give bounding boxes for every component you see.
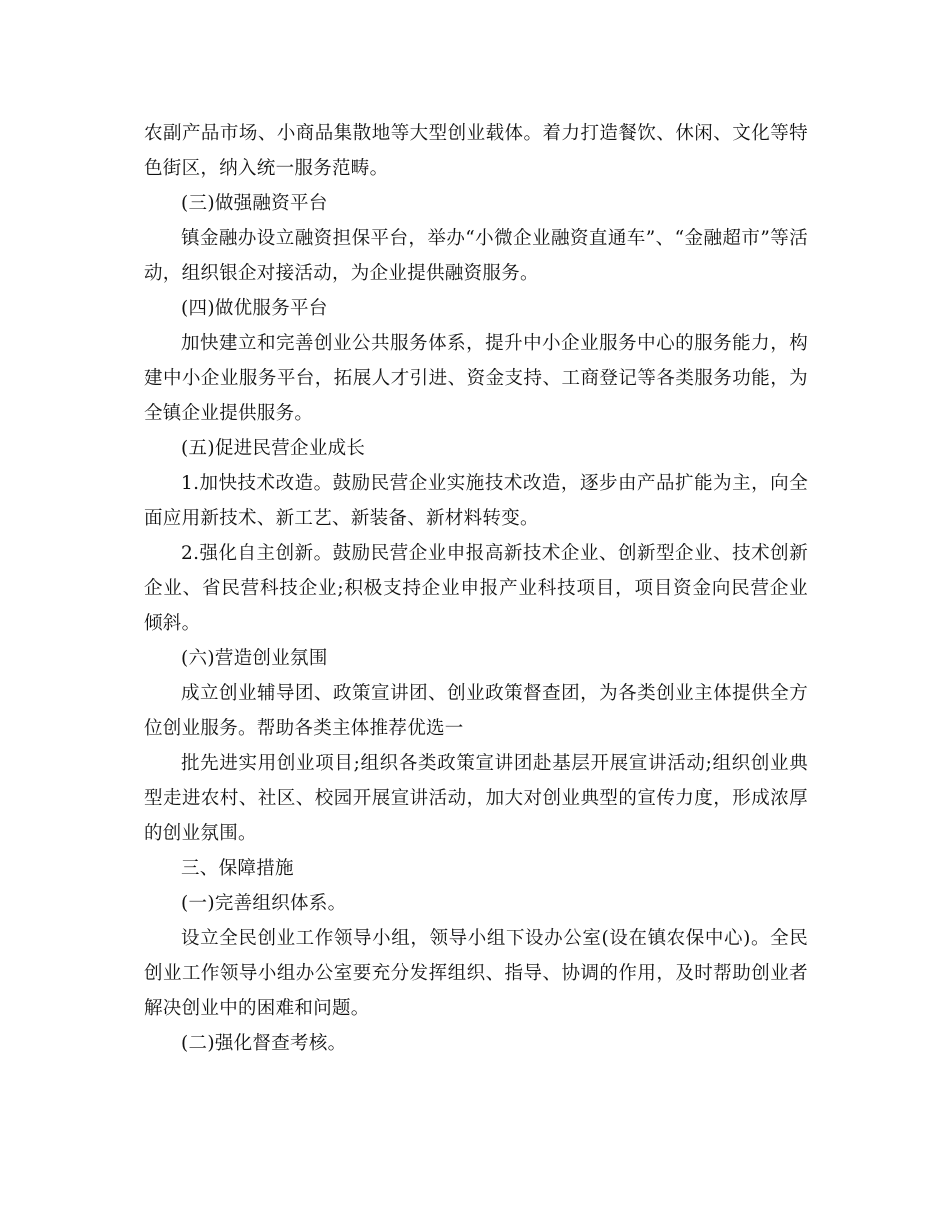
chapter-heading-safeguards: 三、保障措施 [181,858,294,879]
paragraph: 加快建立和完善创业公共服务体系，提升中小企业服务中心的服务能力，构建中小企业服务平台，拓展人才引进、资金支持、工商登记等各类服务功能，为全镇企业提供服务。 [144,333,808,424]
section-heading-service-platform: (四)做优服务平台 [181,298,328,319]
section-heading-private-enterprise: (五)促进民营企业成长 [181,438,366,459]
section-heading-supervision: (二)强化督查考核。 [181,1033,347,1054]
section-heading-financing-platform: (三)做强融资平台 [181,193,328,214]
paragraph: 设立全民创业工作领导小组，领导小组下设办公室(设在镇农保中心)。全民创业工作领导小组办公室要充分发挥组织、指导、协调的作用，及时帮助创业者解决创业中的困难和问题。 [144,928,808,1019]
paragraph: 镇金融办设立融资担保平台，举办“小微企业融资直通车”、“金融超市”等活动，组织银企对接活动，为企业提供融资服务。 [144,228,808,284]
paragraph: 批先进实用创业项目;组织各类政策宣讲团赴基层开展宣讲活动;组织创业典型走进农村、社区、校园开展宣讲活动，加大对创业典型的宣传力度，形成浓厚的创业氛围。 [144,753,808,844]
list-item-tech-upgrade: 1.加快技术改造。鼓励民营企业实施技术改造，逐步由产品扩能为主，向全面应用新技术、新工艺、新装备、新材料转变。 [144,473,808,529]
paragraph-continuation: 农副产品市场、小商品集散地等大型创业载体。着力打造餐饮、休闲、文化等特色街区，纳入统一服务范畴。 [144,123,808,179]
paragraph: 成立创业辅导团、政策宣讲团、创业政策督查团，为各类创业主体提供全方位创业服务。帮助各类主体推荐优选一 [144,683,808,739]
section-heading-atmosphere: (六)营造创业氛围 [181,648,328,669]
section-heading-organization: (一)完善组织体系。 [181,893,347,914]
document-body [144,116,808,1061]
list-item-innovation: 2.强化自主创新。鼓励民营企业申报高新技术企业、创新型企业、技术创新企业、省民营科技企业;积极支持企业申报产业科技项目，项目资金向民营企业倾斜。 [144,543,808,634]
